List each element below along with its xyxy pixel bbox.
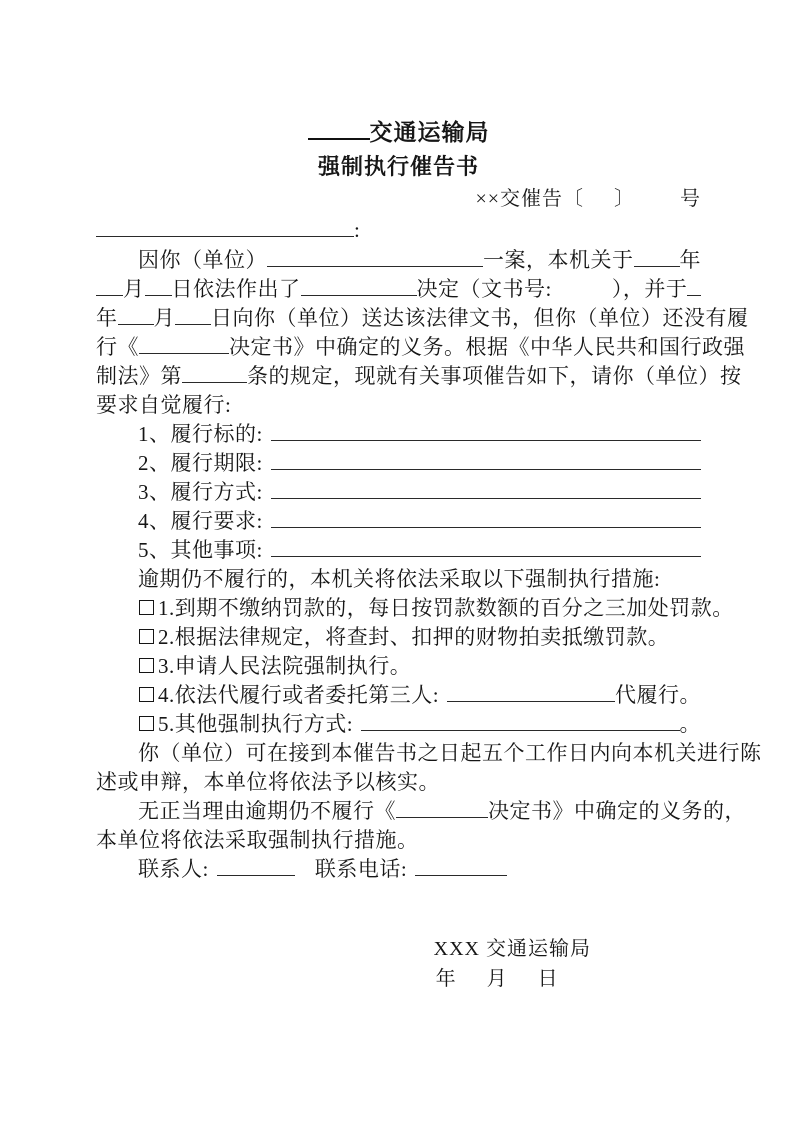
checkbox-text: 依法代履行或者委托第三人:: [174, 683, 440, 707]
paragraph-text: 决定书》中确定的义务。根据《中华人民共和国行政强: [229, 335, 745, 359]
case-name-blank: [267, 262, 483, 267]
paragraph-line: [96, 797, 746, 826]
checkbox-number: 5.: [158, 712, 175, 736]
signature-spacer: [96, 884, 701, 934]
checkbox-text: 其他强制执行方式:: [174, 712, 354, 736]
item-label: 1、履行标的:: [138, 422, 263, 446]
addressee-colon: :: [354, 218, 361, 242]
signature-day: 日: [537, 968, 559, 990]
checkbox-number: 2.: [158, 625, 175, 649]
paragraph-text: 你（单位）可在接到本催告书之日起五个工作日内向本机关进行陈: [138, 741, 762, 765]
year-blank: [634, 262, 680, 267]
checkbox-text: 申请人民法院强制执行。: [174, 654, 412, 678]
article-number-blank: [182, 378, 247, 383]
paragraph-line: [96, 739, 762, 768]
paragraph-indent: [96, 468, 138, 470]
paragraph-line: [96, 304, 749, 333]
fill-in-blank: [271, 465, 701, 470]
numbered-item-line: [96, 478, 701, 507]
paragraph-indent: [96, 439, 138, 441]
label-gap: [263, 497, 271, 499]
paragraph-text: 日依法作出了: [171, 277, 301, 301]
signature-date-line: [434, 964, 591, 994]
paragraph-line: [96, 275, 701, 304]
item-label: 5、其他事项:: [138, 538, 263, 562]
document-org-title: [96, 115, 701, 150]
label-gap: [295, 874, 315, 876]
paragraph-text: 日向你（单位）送达该法律文书，但你（单位）还没有履: [211, 306, 749, 330]
paragraph-indent: [96, 729, 138, 731]
paragraph-line: [96, 362, 742, 391]
doc-number-line: [96, 184, 701, 214]
paragraph-text: 行《: [96, 335, 139, 359]
paragraph-line: [96, 391, 701, 420]
signature-block: [434, 934, 591, 994]
label-gap: [263, 555, 271, 557]
paragraph-indent: [96, 584, 138, 586]
paragraph-indent: [96, 816, 138, 818]
doc-number-unit: 号: [680, 188, 701, 210]
label-gap: [353, 729, 361, 731]
checkbox-text: 根据法律规定，将查封、扣押的财物拍卖抵缴罚款。: [174, 625, 670, 649]
day-blank: [175, 320, 211, 325]
addressee-line: [96, 214, 701, 246]
decision-title-blank: [139, 349, 229, 354]
month-blank: [118, 320, 154, 325]
org-title-text: 交通运输局: [369, 120, 490, 145]
checkbox-option-line: [96, 623, 701, 652]
measures-intro-line: [96, 565, 701, 594]
label-gap: [263, 526, 271, 528]
signature-org: XXX 交通运输局: [433, 938, 591, 960]
paragraph-line: [96, 826, 701, 855]
contact-phone-label: 联系电话:: [314, 857, 408, 881]
fill-in-blank: [271, 494, 701, 499]
day-blank: [145, 291, 172, 296]
checkbox-option-line: [96, 652, 701, 681]
label-gap: [439, 700, 447, 702]
item-label: 4、履行要求:: [138, 509, 263, 533]
doc-number-blank: [584, 203, 614, 205]
paragraph-text: 因你（单位）: [138, 248, 267, 272]
fill-in-blank: [271, 436, 701, 441]
paragraph-indent: [96, 700, 138, 702]
paragraph-text: 无正当理由逾期仍不履行《: [138, 799, 396, 823]
paragraph-indent: [96, 642, 138, 644]
paragraph-text: 月: [153, 306, 175, 330]
paragraph-indent: [96, 497, 138, 499]
contact-line: [96, 855, 701, 884]
fill-in-blank: [271, 523, 701, 528]
contact-phone-blank: [415, 871, 507, 876]
checkbox-icon: [139, 658, 154, 673]
checkbox-suffix: 。: [679, 712, 701, 736]
paragraph-line: [96, 333, 745, 362]
paragraph-text: 逾期仍不履行的，本机关将依法采取以下强制执行措施:: [138, 567, 661, 591]
checkbox-option-line: [96, 594, 734, 623]
document-title: 强制执行催告书: [317, 154, 479, 179]
item-label: 3、履行方式:: [138, 480, 263, 504]
year-blank: [687, 291, 701, 296]
paragraph-text: 月: [123, 277, 145, 301]
signature-year: 年: [435, 968, 457, 990]
paragraph-text: 一案，本机关于: [483, 248, 634, 272]
paragraph-indent: [96, 526, 138, 528]
paragraph-text: 本单位将依法采取强制执行措施。: [96, 828, 419, 852]
signature-month: 月: [486, 968, 508, 990]
label-gap: [263, 439, 271, 441]
paragraph-text: 制法》第: [96, 364, 182, 388]
checkbox-icon: [139, 716, 154, 731]
paragraph-indent: [96, 671, 138, 673]
addressee-blank: [96, 232, 354, 237]
decision-name-blank: [301, 291, 417, 296]
checkbox-option-line: [96, 681, 701, 710]
label-gap: [209, 874, 217, 876]
label-gap: [263, 468, 271, 470]
label-gap: [407, 874, 415, 876]
paragraph-text: ），并于: [611, 277, 688, 301]
checkbox-icon: [139, 629, 154, 644]
doc-number-prefix: ××交催告〔: [475, 188, 584, 210]
paragraph-indent: [96, 555, 138, 557]
paragraph-text: 年: [679, 248, 701, 272]
third-party-blank: [447, 697, 615, 702]
checkbox-text: 到期不缴纳罚款的，每日按罚款数额的百分之三加处罚款。: [174, 596, 734, 620]
contact-person-blank: [217, 871, 295, 876]
checkbox-suffix: 代履行。: [615, 683, 701, 707]
contact-person-label: 联系人:: [138, 857, 209, 881]
numbered-item-line: [96, 420, 701, 449]
fill-in-blank: [271, 552, 701, 557]
item-label: 2、履行期限:: [138, 451, 263, 475]
paragraph-text: 条的规定，现就有关事项催告如下，请你（单位）按: [247, 364, 742, 388]
numbered-item-line: [96, 536, 701, 565]
paragraph-indent: [96, 758, 138, 760]
other-method-blank: [361, 726, 679, 731]
doc-number-blank: [635, 203, 680, 205]
checkbox-number: 1.: [158, 596, 175, 620]
checkbox-number: 4.: [158, 683, 175, 707]
paragraph-text: 要求自觉履行:: [96, 393, 232, 417]
decision-title-blank: [396, 813, 488, 818]
paragraph-text: 决定书》中确定的义务的，: [488, 799, 746, 823]
paragraph-text: 年: [96, 306, 118, 330]
numbered-item-line: [96, 449, 701, 478]
paragraph-indent: [96, 265, 138, 267]
paragraph-indent: [96, 613, 138, 615]
checkbox-number: 3.: [158, 654, 175, 678]
doc-number-close-bracket: 〕: [614, 188, 635, 210]
paragraph-text: 决定（文书号:: [416, 277, 552, 301]
checkbox-icon: [139, 687, 154, 702]
paragraph-indent: [96, 874, 138, 876]
month-blank: [96, 291, 123, 296]
checkbox-option-line: [96, 710, 701, 739]
paragraph-line: [96, 246, 701, 275]
numbered-item-line: [96, 507, 701, 536]
paragraph-text: 述或申辩，本单位将依法予以核实。: [96, 770, 440, 794]
paragraph-line: [96, 768, 701, 797]
checkbox-icon: [139, 600, 154, 615]
org-name-blank: [308, 134, 370, 140]
doc-ref-blank: [552, 294, 612, 296]
